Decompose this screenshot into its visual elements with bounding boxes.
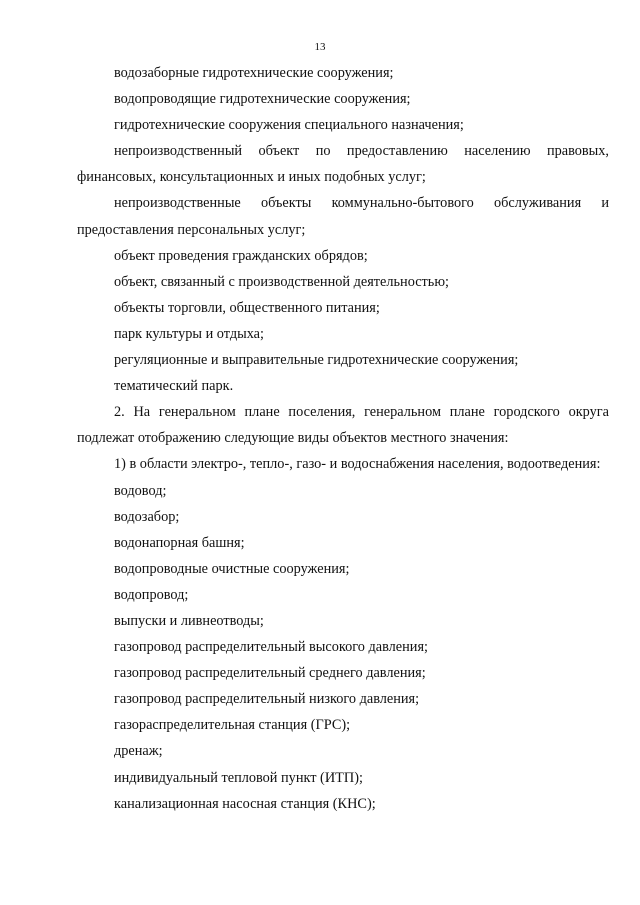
list-item: газопровод распределительный низкого давления; — [114, 691, 420, 708]
list-item: регуляционные и выправительные гидротехнические сооружения; — [114, 352, 519, 369]
subsection-heading: 1) в области электро-, тепло-, газо- и водоснабжения населения, водоотведения: — [114, 456, 601, 473]
list-item: водозабор; — [114, 508, 180, 525]
page-number: 13 — [314, 41, 326, 53]
list-item: газопровод распределительный среднего давления; — [114, 665, 426, 682]
list-item: водопроводящие гидротехнические сооружения; — [114, 91, 411, 108]
list-item: тематический парк. — [114, 378, 234, 395]
list-item: объекты торговли, общественного питания; — [114, 299, 380, 316]
list-item: гидротехнические сооружения специального назначения; — [114, 117, 464, 134]
list-item: водопроводные очистные сооружения; — [114, 560, 350, 577]
list-item: водовод; — [114, 482, 167, 499]
list-item: канализационная насосная станция (КНС); — [114, 795, 376, 812]
document-body — [77, 60, 609, 817]
list-item: непроизводственные объекты коммунально-бытового обслуживания и предоставления персональных услуг; — [77, 195, 609, 238]
list-item: водозаборные гидротехнические сооружения; — [114, 65, 394, 81]
list-item: газораспределительная станция (ГРС); — [114, 717, 351, 734]
section-paragraph: 2. На генеральном плане поселения, генеральном плане городского округа подлежат отображению следующие виды объектов местного значения: — [77, 404, 609, 447]
list-item: объект, связанный с производственной деятельностью; — [114, 273, 449, 290]
list-item: водонапорная башня; — [114, 534, 245, 551]
list-item: парк культуры и отдыха; — [114, 325, 264, 342]
list-item: дренаж; — [114, 743, 163, 760]
list-item: водопровод; — [114, 586, 189, 603]
list-item: газопровод распределительный высокого давления; — [114, 639, 429, 656]
list-item: непроизводственный объект по предоставлению населению правовых, финансовых, консультационных и иных подобных услуг; — [77, 143, 609, 186]
list-item: выпуски и ливнеотводы; — [114, 612, 264, 629]
list-item: индивидуальный тепловой пункт (ИТП); — [114, 769, 363, 786]
list-item: объект проведения гражданских обрядов; — [114, 247, 368, 264]
